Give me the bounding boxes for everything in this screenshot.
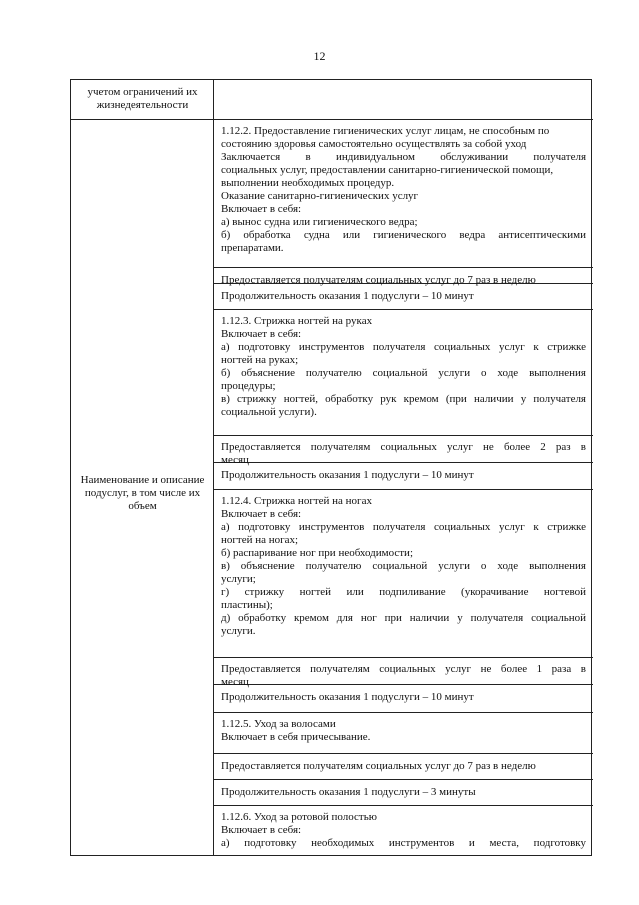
service-text-line: Продолжительность оказания 1 подуслуги – 10 минут — [221, 469, 474, 481]
service-text-line: Предоставляется получателям социальных услуг до 7 раз в неделю — [221, 274, 536, 286]
service-text-line: Оказание санитарно-гигиенических услуг — [221, 190, 419, 202]
service-cell — [214, 268, 593, 284]
service-cell — [214, 685, 593, 713]
service-text-line: 1.12.4. Стрижка ногтей на ногах — [221, 495, 372, 507]
service-text-line: в) объяснение получателю социальной услуги о ходе выполнения — [221, 560, 586, 572]
service-text-line: месяц — [221, 676, 249, 688]
left-column — [71, 80, 214, 855]
services-table — [70, 79, 592, 856]
service-cell — [214, 120, 593, 268]
service-cell — [214, 284, 593, 310]
service-text-line: Включает в себя: — [221, 824, 302, 836]
service-text-line: услуги. — [221, 625, 256, 637]
service-text-line: Включает в себя: — [221, 203, 302, 215]
left-main-line-1: Наименование и описание — [80, 474, 205, 486]
left-main-label — [71, 474, 214, 513]
service-text-line: Продолжительность оказания 1 подуслуги – 3 минуты — [221, 786, 476, 798]
right-column — [214, 80, 593, 855]
service-text-line: Заключается в индивидуальном обслуживании получателя — [221, 151, 586, 163]
service-text-line: д) обработку кремом для ног при наличии у получателя социальной — [221, 612, 586, 624]
left-main-line-3: объем — [128, 500, 157, 512]
service-text-line: Предоставляется получателям социальных услуг до 7 раз в неделю — [221, 760, 536, 772]
service-text-line: Включает в себя причесывание. — [221, 731, 371, 743]
service-text-line: состоянию здоровья самостоятельно осуществлять за собой уход — [221, 138, 527, 150]
service-text-line: Предоставляется получателям социальных услуг не более 1 раза в — [221, 663, 586, 675]
left-main-line-2: подуслуг, в том числе их — [84, 487, 201, 499]
page-number: 12 — [313, 49, 326, 63]
service-text-line: процедуры; — [221, 380, 276, 392]
service-text-line: Включает в себя: — [221, 508, 302, 520]
service-cell — [214, 463, 593, 490]
service-cell — [214, 658, 593, 688]
service-text-line: 1.12.5. Уход за волосами — [221, 718, 336, 730]
service-cell — [214, 754, 593, 780]
service-text-line: б) обработка судна или гигиенического ведра антисептическими — [221, 229, 586, 241]
service-cell — [214, 436, 593, 466]
left-header-cell — [71, 80, 214, 120]
service-text-line: ногтей на ногах; — [221, 534, 299, 546]
service-text-line: Продолжительность оказания 1 подуслуги – 10 минут — [221, 691, 474, 703]
service-text-line: г) стрижку ногтей или подпиливание (укорачивание ногтевой — [221, 586, 586, 598]
left-header-line-2: жизнедеятельности — [96, 99, 189, 111]
service-cell — [214, 806, 593, 857]
service-text-line: месяц — [221, 454, 249, 466]
left-header-line-1: учетом ограничений их — [87, 86, 198, 98]
service-text-line: Предоставляется получателям социальных услуг не более 2 раз в — [221, 441, 586, 453]
service-text-line: б) распаривание ног при необходимости; — [221, 547, 414, 559]
service-cell — [214, 780, 593, 806]
service-text-line: ногтей на руках; — [221, 354, 299, 366]
service-text-line: а) подготовку инструментов получателя социальных услуг к стрижке — [221, 521, 586, 533]
service-text-line: а) подготовку инструментов получателя социальных услуг к стрижке — [221, 341, 586, 353]
service-text-line: Продолжительность оказания 1 подуслуги – 10 минут — [221, 290, 474, 302]
service-text-line: 1.12.3. Стрижка ногтей на руках — [221, 315, 373, 327]
service-text-line: б) объяснение получателю социальной услуги о ходе выполнения — [221, 367, 586, 379]
service-text-line: выполнении необходимых процедур. — [221, 177, 395, 189]
service-text-line: а) вынос судна или гигиенического ведра; — [221, 216, 418, 228]
service-text-line: 1.12.2. Предоставление гигиенических услуг лицам, не способным по — [221, 125, 550, 137]
service-cell — [214, 713, 593, 754]
service-text-line: социальных услуг, предоставлении санитарно-гигиенической помощи, — [221, 164, 554, 176]
service-text-line: Включает в себя: — [221, 328, 302, 340]
service-text-line: услуги; — [221, 573, 256, 585]
service-cell — [214, 80, 593, 120]
service-text-line: а) подготовку необходимых инструментов и места, подготовку — [221, 837, 586, 849]
service-text-line: препаратами. — [221, 242, 284, 254]
service-text-line: социальной услуги). — [221, 406, 317, 418]
service-cell — [214, 310, 593, 436]
service-text-line: 1.12.6. Уход за ротовой полостью — [221, 811, 377, 823]
service-text-line: пластины); — [221, 599, 273, 611]
service-cell — [214, 490, 593, 658]
service-text-line: в) стрижку ногтей, обработку рук кремом (при наличии у получателя — [221, 393, 586, 405]
